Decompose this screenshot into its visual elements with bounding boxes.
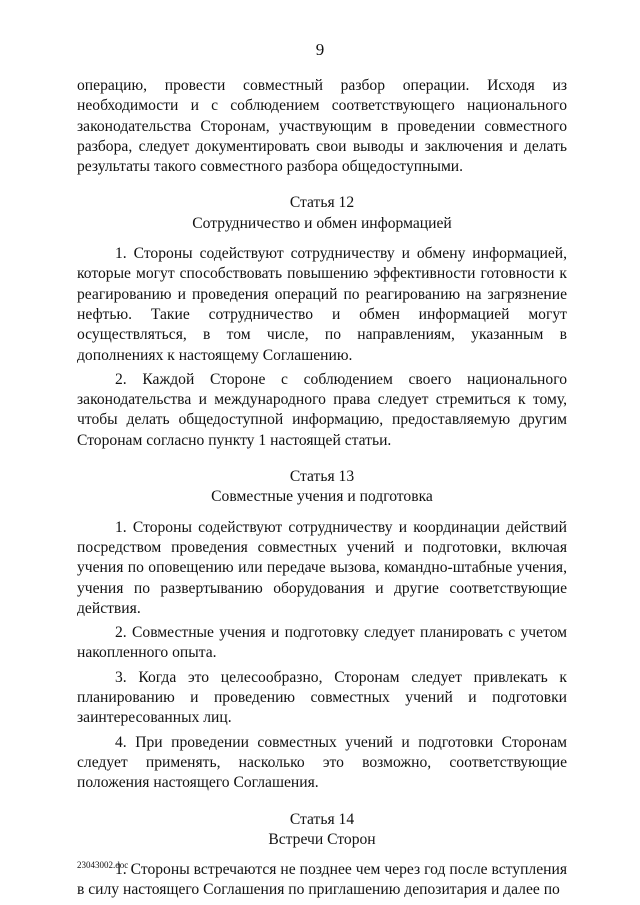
- article-heading: [77, 467, 567, 508]
- article-paragraph: 1. Стороны содействуют сотрудничеству и обмену информацией, которые могут способствовать повышению эффективности готовности к реагированию и проведения операций по реагированию на загрязнение нефтью. Такие сотрудничество и обмен информацией могут осуществляться, в том числе, по направлениям, указанным в дополнениях к настоящему Соглашению.: [77, 245, 567, 364]
- article-title: Встречи Сторон: [268, 830, 376, 848]
- article-13: [77, 467, 567, 793]
- article-paragraph: 1. Стороны встречаются не позднее чем через год после вступления в силу настоящего Соглашения по приглашению депозитария и далее по: [77, 861, 567, 899]
- article-12: [77, 193, 567, 451]
- article-heading: [77, 810, 567, 851]
- footer-filename: 23043002.doc: [77, 860, 129, 870]
- article-14: [77, 810, 567, 901]
- article-title: Сотрудничество и обмен информацией: [192, 214, 452, 232]
- article-number: Статья 13: [289, 468, 355, 486]
- article-paragraph: 2. Каждой Стороне с соблюдением своего национального законодательства и международного права следует стремиться к тому, чтобы делать общедоступной информацию, предоставляемую другим Сторонам согласно пункту 1 настоящей статьи.: [77, 370, 567, 449]
- opening-paragraph: операцию, провести совместный разбор операции. Исходя из необходимости и с соблюдением соответствующего национального законодательства Сторонам, участвующим в проведении совместного разбора, следует документировать свои выводы и заключения и делать результаты такого совместного разбора общедоступными.: [77, 77, 567, 176]
- article-paragraph: 1. Стороны содействуют сотрудничеству и координации действий посредством проведения совместных учений и подготовки, включая учения по оповещению или передаче вызова, командно-штабные учения, учения по развертыванию оборудования и другие соответствующие действия.: [77, 518, 567, 617]
- page-number: 9: [315, 40, 325, 59]
- article-number: Статья 14: [289, 810, 355, 828]
- article-number: Статья 12: [289, 194, 355, 212]
- article-paragraph: 2. Совместные учения и подготовку следует планировать с учетом накопленного опыта.: [77, 624, 567, 662]
- article-title: Совместные учения и подготовка: [211, 488, 433, 506]
- article-paragraph: 3. Когда это целесообразно, Сторонам следует привлекать к планированию и проведению совместных учений и подготовки заинтересованных лиц.: [77, 668, 567, 727]
- article-paragraph: 4. При проведении совместных учений и подготовки Сторонам следует применять, насколько это возможно, соответствующие положения настоящего Соглашения.: [77, 733, 567, 792]
- article-heading: [77, 193, 567, 234]
- document-body: [77, 76, 567, 905]
